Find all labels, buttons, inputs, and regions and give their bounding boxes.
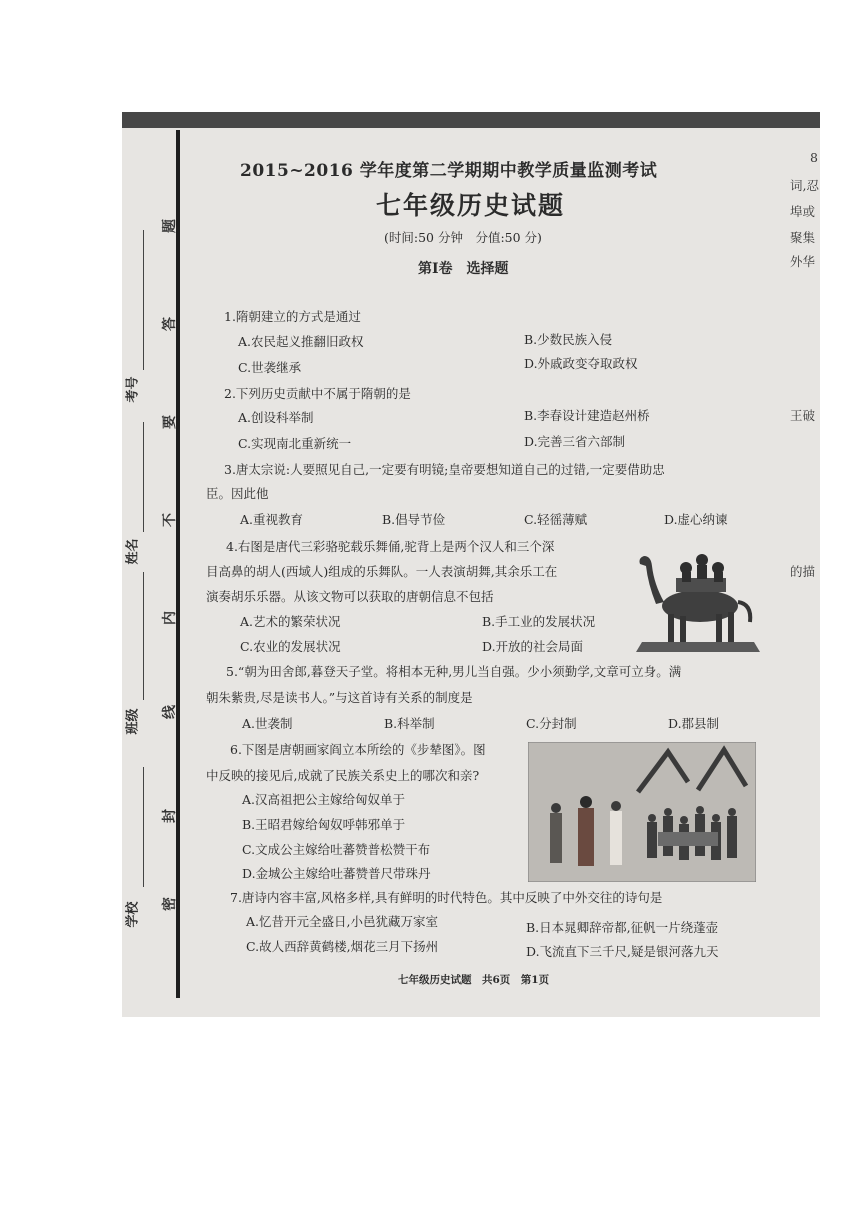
seal-char-mi: 密 bbox=[162, 897, 178, 911]
exam-no-blank bbox=[143, 230, 144, 370]
seal-char-xian: 线 bbox=[162, 705, 178, 719]
question-6-option-d: D.金城公主嫁给吐蕃赞普尺带珠丹 bbox=[242, 866, 431, 881]
seal-char-ti: 题 bbox=[162, 219, 178, 233]
question-4-option-b: B.手工业的发展状况 bbox=[482, 614, 596, 629]
next-page-fragment: 王破 bbox=[790, 408, 816, 423]
question-5-option-c: C.分封制 bbox=[526, 716, 577, 731]
question-6-option-b: B.王昭君嫁给匈奴呼韩邪单于 bbox=[242, 817, 406, 832]
question-4-option-d: D.开放的社会局面 bbox=[482, 639, 584, 654]
question-1-option-d: D.外戚政变夺取政权 bbox=[524, 356, 638, 371]
class-blank bbox=[143, 572, 144, 700]
question-3-option-d: D.虚心纳谏 bbox=[664, 512, 728, 527]
question-3-option-b: B.倡导节俭 bbox=[382, 512, 446, 527]
section-heading: 第Ⅰ卷 选择题 bbox=[418, 261, 509, 277]
question-3-option-a: A.重视教育 bbox=[240, 512, 304, 527]
question-1-option-c: C.世袭继承 bbox=[238, 360, 302, 375]
question-1-stem: 1.隋朝建立的方式是通过 bbox=[224, 309, 361, 324]
binding-line bbox=[176, 130, 180, 998]
paper-title: 七年级历史试题 bbox=[376, 191, 566, 220]
school-label: 学校 bbox=[125, 901, 141, 928]
question-7-option-b: B.日本晁卿辞帝都,征帆一片绕蓬壶 bbox=[526, 920, 719, 935]
next-page-fragment: 外华 bbox=[790, 254, 816, 269]
question-1-option-a: A.农民起义推翻旧政权 bbox=[238, 334, 364, 349]
name-label: 姓名 bbox=[125, 538, 141, 565]
question-4-stem-line2: 目高鼻的胡人(西域人)组成的乐舞队。一人表演胡舞,其余乐工在 bbox=[206, 564, 558, 579]
question-5-option-b: B.科举制 bbox=[384, 716, 435, 731]
seal-char-da: 答 bbox=[162, 317, 178, 331]
question-6-stem-line1: 6.下图是唐朝画家阎立本所绘的《步辇图》。图 bbox=[230, 742, 486, 757]
question-7-option-d: D.飞流直下三千尺,疑是银河落九天 bbox=[526, 944, 719, 959]
question-3-stem-line2: 臣。因此他 bbox=[206, 486, 269, 501]
question-4-option-a: A.艺术的繁荣状况 bbox=[240, 614, 341, 629]
page-footer: 七年级历史试题 共6页 第1页 bbox=[398, 974, 550, 986]
exam-paper bbox=[122, 112, 820, 1017]
seal-char-yao: 要 bbox=[162, 415, 178, 429]
question-3-option-c: C.轻徭薄赋 bbox=[524, 512, 588, 527]
seal-char-feng: 封 bbox=[162, 809, 178, 823]
question-3-stem-line1: 3.唐太宗说:人要照见自己,一定要有明镜;皇帝要想知道自己的过错,一定要借助忠 bbox=[224, 462, 665, 477]
question-5-stem-line2: 朝朱紫贵,尽是读书人。”与这首诗有关系的制度是 bbox=[206, 690, 473, 705]
question-2-stem: 2.下列历史贡献中不属于隋朝的是 bbox=[224, 386, 411, 401]
question-1-option-b: B.少数民族入侵 bbox=[524, 332, 613, 347]
question-7-option-c: C.故人西辞黄鹤楼,烟花三月下扬州 bbox=[246, 939, 439, 954]
exam-title: 2015~2016 学年度第二学期期中教学质量监测考试 bbox=[240, 161, 658, 181]
class-label: 班级 bbox=[125, 708, 141, 735]
next-page-fragment: 埠或 bbox=[790, 204, 816, 219]
question-2-option-c: C.实现南北重新统一 bbox=[238, 436, 352, 451]
seal-char-nei: 内 bbox=[162, 611, 178, 625]
tang-sancai-camel-image bbox=[634, 544, 762, 656]
next-page-fragment: 聚集 bbox=[790, 230, 816, 245]
question-7-option-a: A.忆昔开元全盛日,小邑犹藏万家室 bbox=[246, 914, 438, 929]
question-5-option-d: D.郡县制 bbox=[668, 716, 720, 731]
question-4-stem-line1: 4.右图是唐代三彩骆驼载乐舞俑,驼背上是两个汉人和三个深 bbox=[226, 539, 555, 554]
question-6-option-c: C.文成公主嫁给吐蕃赞普松赞干布 bbox=[242, 842, 431, 857]
question-2-option-b: B.李春设计建造赵州桥 bbox=[524, 408, 650, 423]
name-blank bbox=[143, 422, 144, 532]
exam-no-label: 考号 bbox=[125, 376, 141, 403]
question-4-option-c: C.农业的发展状况 bbox=[240, 639, 341, 654]
photo-edge-shadow bbox=[122, 112, 820, 128]
question-5-option-a: A.世袭制 bbox=[242, 716, 293, 731]
question-5-stem-line1: 5.“朝为田舍郎,暮登天子堂。将相本无种,男儿当自强。少小须勤学,文章可立身。满 bbox=[226, 664, 682, 679]
bunian-tu-painting-image bbox=[528, 742, 756, 882]
question-4-stem-line3: 演奏胡乐乐器。从该文物可以获取的唐朝信息不包括 bbox=[206, 589, 494, 604]
question-6-option-a: A.汉高祖把公主嫁给匈奴单于 bbox=[242, 792, 406, 807]
question-6-stem-line2: 中反映的接见后,成就了民族关系史上的哪次和亲? bbox=[206, 768, 480, 783]
question-7-stem: 7.唐诗内容丰富,风格多样,具有鲜明的时代特色。其中反映了中外交往的诗句是 bbox=[230, 890, 663, 905]
exam-meta: (时间:50 分钟 分值:50 分) bbox=[384, 230, 542, 245]
next-page-fragment: 的描 bbox=[790, 564, 816, 579]
next-page-fragment: 8 bbox=[810, 150, 818, 165]
seal-char-bu: 不 bbox=[162, 513, 178, 527]
question-2-option-a: A.创设科举制 bbox=[238, 410, 314, 425]
question-2-option-d: D.完善三省六部制 bbox=[524, 434, 626, 449]
school-blank bbox=[143, 767, 144, 887]
next-page-fragment: 词,忍 bbox=[790, 178, 819, 193]
